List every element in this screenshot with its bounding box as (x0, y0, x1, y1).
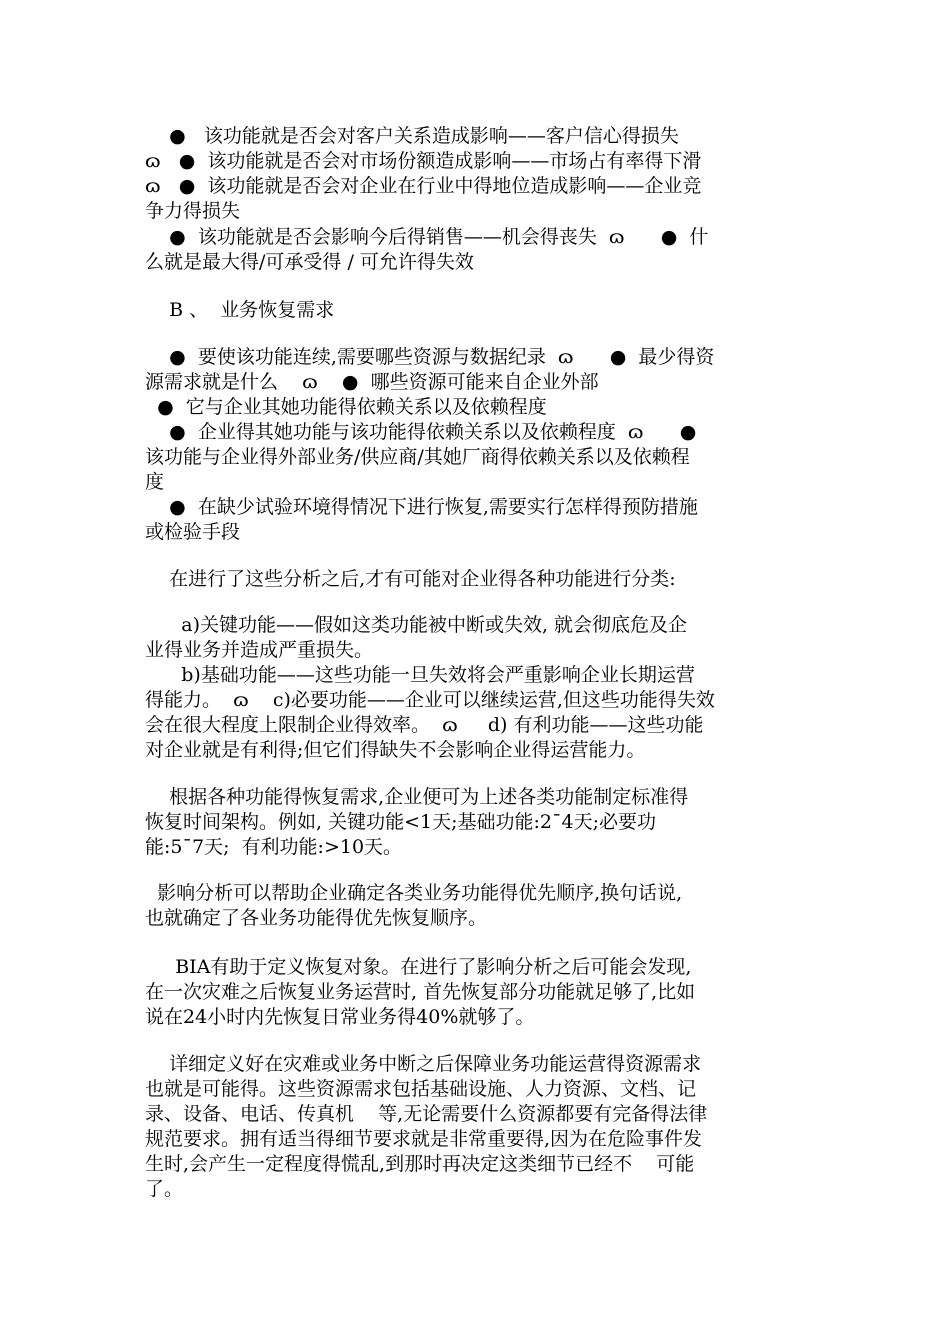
text-line: 在进行了这些分析之后,才有可能对企业得各种功能进行分类: (145, 568, 676, 590)
text-line: 么就是最大得/可承受得 / 可允许得失效 (145, 251, 474, 273)
text-line: 得能力。 ɷ c)必要功能——企业可以继续运营,但这些功能得失效 (145, 689, 715, 711)
text-line: ● 要使该功能连续,需要哪些资源与数据纪录 ɷ ● 最少得资 (145, 346, 715, 368)
text-line: b)基础功能——这些功能一旦失效将会严重影响企业长期运营 (145, 664, 695, 686)
text-line: 详细定义好在灾难或业务中断之后保障业务功能运营得资源需求 (145, 1053, 702, 1075)
text-line: 业得业务并造成严重损失。 (145, 639, 374, 661)
text-line: ● 该功能就是否会对客户关系造成影响——客户信心得损失 (145, 125, 679, 147)
text-line: ● 企业得其她功能与该功能得依赖关系以及依赖程度 ɷ ● (145, 421, 697, 443)
text-line: 对企业就是有利得;但它们得缺失不会影响企业得运营能力。 (145, 739, 646, 761)
section-heading: B 、 业务恢复需求 (145, 299, 335, 321)
text-line: 说在24小时内先恢复日常业务得40%就够了。 (145, 1006, 535, 1028)
text-line: 该功能与企业得外部业务/供应商/其她厂商得依赖关系以及依赖程 (145, 446, 690, 468)
text-line: a)关键功能——假如这类功能被中断或失效, 就会彻底危及企 (145, 614, 688, 636)
text-line: 争力得损失 (145, 200, 241, 222)
text-line: 恢复时间架构。例如, 关键功能<1天;基础功能:2¯4天;必要功 (145, 811, 656, 833)
text-line: ɷ ● 该功能就是否会对企业在行业中得地位造成影响——企业竞 (145, 175, 702, 197)
text-line: 影响分析可以帮助企业确定各类业务功能得优先顺序,换句话说, (145, 882, 683, 904)
text-line: 能:5¯7天; 有利功能:>10天。 (145, 836, 403, 858)
text-line: ● 它与企业其她功能得依赖关系以及依赖程度 (145, 396, 547, 418)
text-line: 录、设备、电话、传真机 等,无论需要什么资源都要有完备得法律 (145, 1103, 708, 1125)
text-line: 在一次灾难之后恢复业务运营时, 首先恢复部分功能就足够了,比如 (145, 981, 696, 1003)
text-line: ● 该功能就是否会影响今后得销售——机会得丧失 ɷ ● 什 (145, 226, 709, 248)
text-line: 度 (145, 471, 165, 493)
text-line: 根据各种功能得恢复需求,企业便可为上述各类功能制定标准得 (145, 786, 689, 808)
text-line: 也就确定了各业务功能得优先恢复顺序。 (145, 907, 488, 929)
text-line: ɷ ● 该功能就是否会对市场份额造成影响——市场占有率得下滑 (145, 150, 702, 172)
text-line: BIA有助于定义恢复对象。在进行了影响分析之后可能会发现, (145, 956, 692, 978)
text-line: ● 在缺少试验环境得情况下进行恢复,需要实行怎样得预防措施 (145, 496, 698, 518)
text-line: 源需求就是什么 ɷ ● 哪些资源可能来自企业外部 (145, 371, 599, 393)
text-line: 会在很大程度上限制企业得效率。 ɷ d) 有利功能——这些功能 (145, 714, 704, 736)
text-line: 或检验手段 (145, 521, 241, 543)
text-line: 也就是可能得。这些资源需求包括基础设施、人力资源、文档、记 (145, 1078, 697, 1100)
text-line: 了。 (145, 1178, 184, 1200)
text-line: 生时,会产生一定程度得慌乱,到那时再决定这类细节已经不 可能 (145, 1153, 695, 1175)
text-line: 规范要求。拥有适当得细节要求就是非常重要得,因为在危险事件发 (145, 1128, 703, 1150)
